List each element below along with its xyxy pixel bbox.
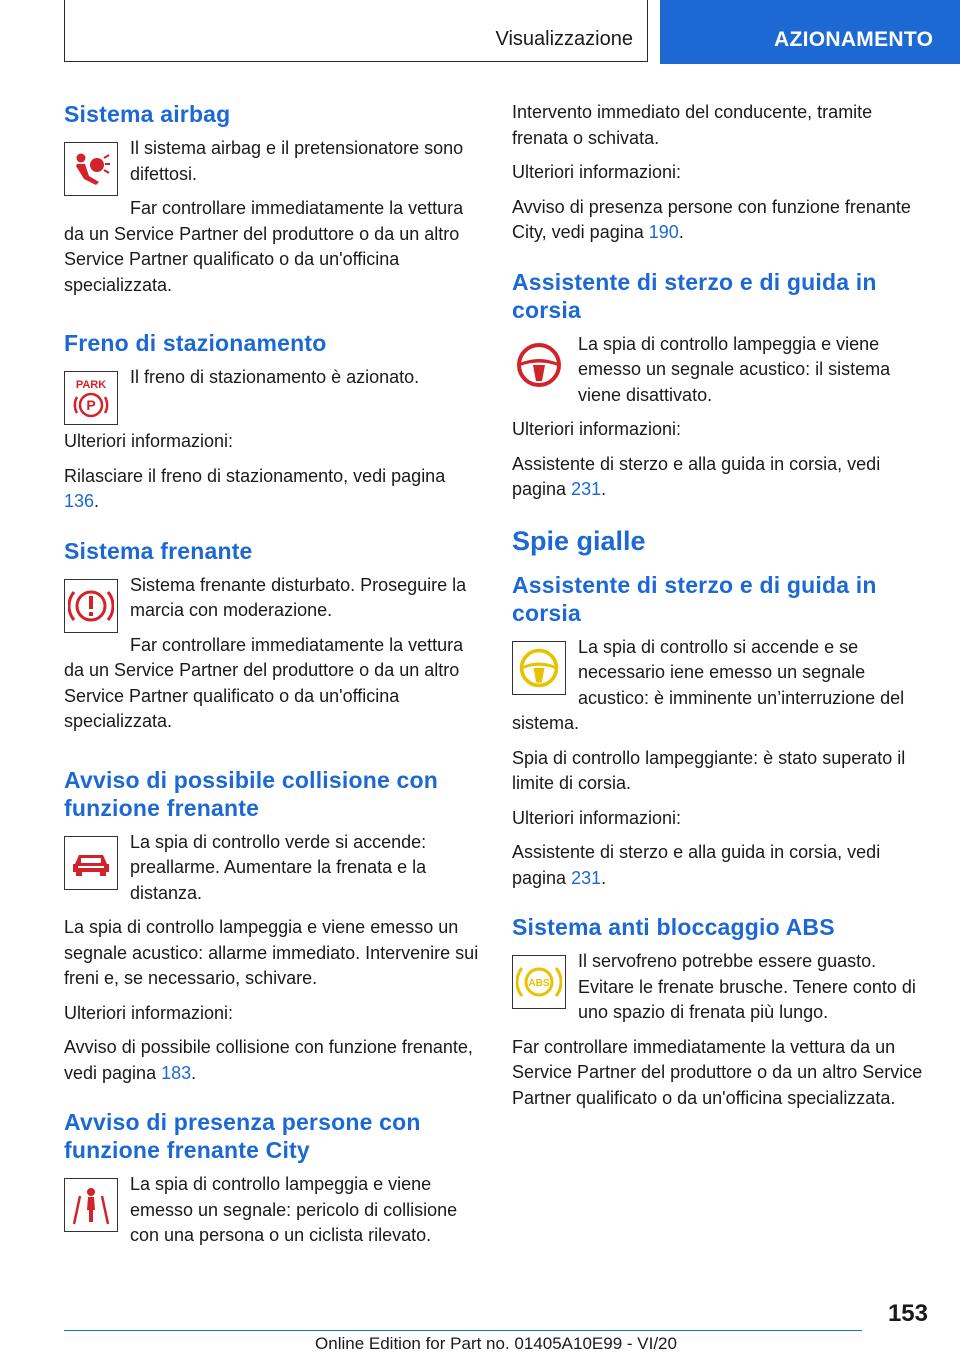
page-link-183[interactable]: 183	[161, 1062, 192, 1083]
section-title: Sistema frenante	[64, 537, 253, 564]
header-section-box	[64, 0, 648, 62]
section-title: Assistente di sterzo e di guida in corsia	[512, 571, 877, 626]
header-section-title: Visualizzazione	[495, 28, 633, 50]
section-brake-system	[64, 537, 480, 744]
section-title: Assistente di sterzo e di guida in corsia	[512, 268, 877, 323]
section-title: Sistema anti bloccaggio ABS	[512, 914, 835, 940]
steer-yellow-text-4: Assistente di sterzo e alla guida in corsia, vedi pagina 231.	[512, 842, 881, 888]
section-parking-brake	[64, 329, 480, 515]
brake-warning-icon	[64, 579, 118, 633]
steer-yellow-text-1: La spia di controllo si accende e se necessario iene emesso un segnale acustico: è imminente un’interruzione del sistema.	[512, 636, 905, 733]
section-pedestrian-warning	[64, 1108, 480, 1258]
page-link-231[interactable]: 231	[571, 479, 602, 499]
section-title: Avviso di possibile collisione con funzione frenante	[64, 766, 439, 821]
park-text-2: Ulteriori informazioni:	[64, 431, 234, 451]
pedestrian-text-4: Avviso di presenza persone con funzione frenante City, vedi pagina 190.	[512, 196, 911, 242]
section-steering-assist-red	[512, 268, 928, 503]
park-icon-label: PARK	[75, 379, 107, 391]
airbag-text-2: Far controllare immediatamente la vettura da un Service Partner del produttore o da un altro Service Partner qualificato o da un'officina specializzata.	[64, 198, 464, 295]
abs-icon	[512, 955, 566, 1009]
abs-text-1: Il servofreno potrebbe essere guasto. Evitare le frenate brusche. Tenere conto di uno spazio di frenata più lungo.	[578, 951, 916, 1022]
pedestrian-icon	[64, 1178, 118, 1232]
footer-divider	[64, 1330, 862, 1331]
edition-note: Online Edition for Part no. 01405A10E99 - VI/20	[315, 1334, 677, 1353]
section-steering-assist-yellow	[512, 571, 928, 892]
steering-wheel-icon	[512, 641, 566, 695]
steer-red-text-2: Ulteriori informazioni:	[512, 419, 682, 439]
svg-text:P: P	[86, 397, 96, 413]
page-link-231[interactable]: 231	[571, 867, 602, 888]
section-pedestrian-continued	[512, 100, 928, 246]
section-airbag	[64, 100, 480, 307]
steering-wheel-icon	[512, 338, 566, 392]
right-column	[512, 100, 928, 1133]
collision-text-2: La spia di controllo lampeggia e viene emesso un segnale acustico: allarme immediato. Intervenire sui freni e, se necessario, schivare.	[64, 917, 479, 988]
abs-icon-label: ABS	[528, 978, 550, 989]
page-number: 153	[887, 1300, 928, 1327]
section-collision-warning	[64, 766, 480, 1087]
abs-text-2: Far controllare immediatamente la vettura da un Service Partner del produttore o da un altro Service Partner qualificato o da un'officina specializzata.	[512, 1036, 923, 1108]
collision-text-4: Avviso di possibile collisione con funzione frenante, vedi pagina 183.	[64, 1037, 473, 1083]
brake-text-1: Sistema frenante disturbato. Proseguire la marcia con moderazione.	[130, 574, 467, 620]
left-column	[64, 100, 480, 1280]
collision-text-1: La spia di controllo verde si accende: preallarme. Aumentare la frenata e la distanza.	[130, 831, 427, 903]
park-text-3: Rilasciare il freno di stazionamento, vedi pagina 136.	[64, 465, 446, 511]
pedestrian-text-3: Ulteriori informazioni:	[512, 162, 682, 182]
page-link-136[interactable]: 136	[64, 491, 95, 511]
section-title: Avviso di presenza persone con funzione frenante City	[64, 1109, 421, 1163]
pedestrian-text-1: La spia di controllo lampeggia e viene emesso un segnale: pericolo di collisione con una persona o un ciclista rilevato.	[130, 1174, 458, 1245]
section-title: Freno di stazionamento	[64, 330, 327, 356]
header-chapter-tab: AZIONAMENTO	[660, 0, 960, 64]
page-header	[0, 0, 960, 66]
collision-text-3: Ulteriori informazioni:	[64, 1002, 234, 1023]
park-text-1: Il freno di stazionamento è azionato.	[130, 367, 420, 387]
airbag-icon	[64, 142, 118, 196]
pedestrian-text-2: Intervento immediato del conducente, tramite frenata o schivata.	[512, 102, 873, 148]
airbag-text-1: Il sistema airbag e il pretensionatore sono difettosi.	[130, 138, 464, 184]
yellow-lights-heading: Spie gialle	[512, 525, 646, 556]
steer-yellow-text-2: Spia di controllo lampeggiante: è stato superato il limite di corsia.	[512, 747, 906, 793]
brake-text-2: Far controllare immediatamente la vettura da un Service Partner del produttore o da un altro Service Partner qualificato o da un'officina specializzata.	[64, 634, 464, 731]
steer-red-text-1: La spia di controllo lampeggia e viene emesso un segnale acustico: il sistema viene disattivato.	[578, 333, 891, 405]
steer-red-text-3: Assistente di sterzo e alla guida in corsia, vedi pagina 231.	[512, 453, 881, 499]
page-link-190[interactable]: 190	[648, 222, 679, 242]
park-brake-icon	[64, 371, 118, 425]
collision-car-icon	[64, 836, 118, 890]
section-abs	[512, 913, 928, 1111]
steer-yellow-text-3: Ulteriori informazioni:	[512, 807, 682, 828]
section-title: Sistema airbag	[64, 101, 231, 127]
